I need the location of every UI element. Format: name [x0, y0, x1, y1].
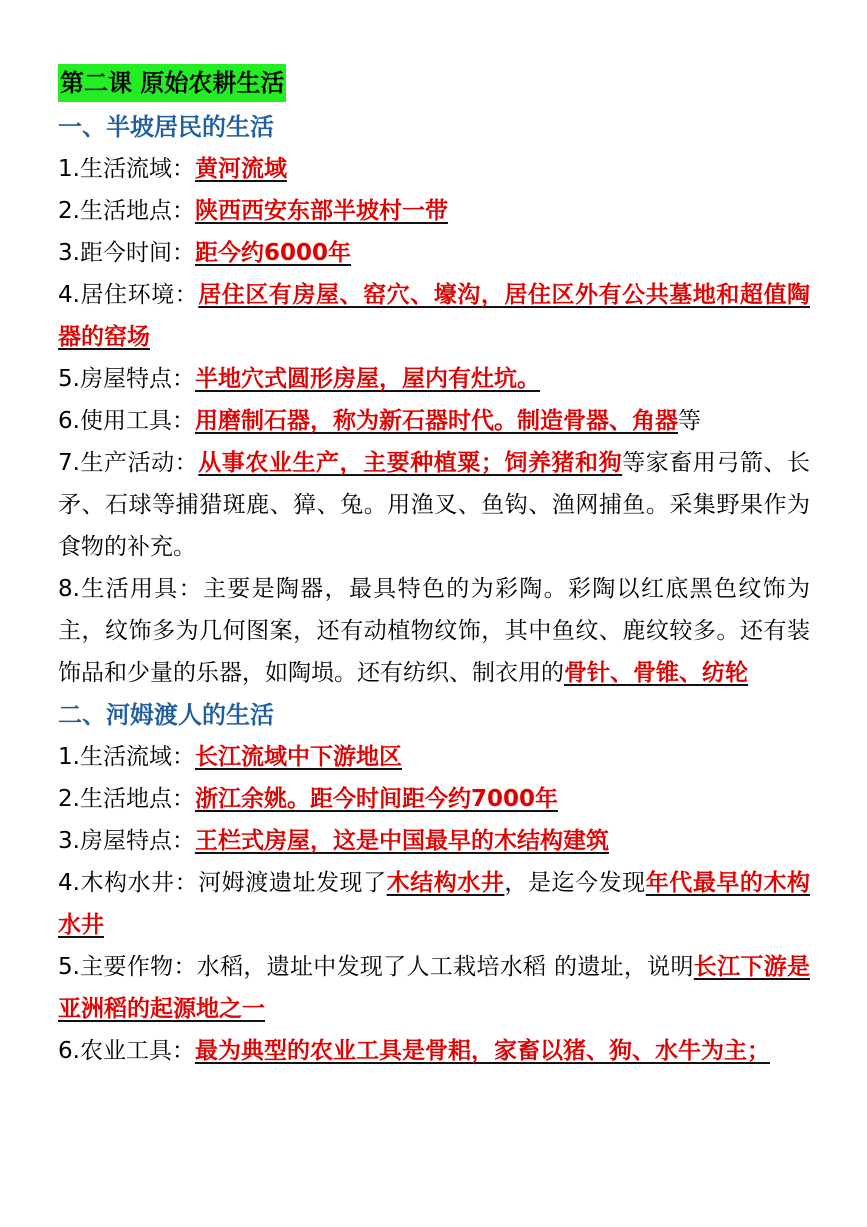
item-answer: 距今约6000年 [194, 240, 351, 266]
item-answer: 长江下游是亚洲稻的起源地之一 [58, 954, 810, 1022]
item-label: 5.主要作物：水稻，遗址中发现了人工栽培水稻 的遗址，说明 [58, 954, 694, 980]
list-item [58, 232, 810, 274]
item-label: 7.生产活动： [58, 450, 199, 476]
item-label: 1.生活流域： [58, 156, 195, 182]
item-label: 2.生活地点： [58, 198, 195, 224]
item-answer: 最为典型的农业工具是骨耜，家畜以猪、狗、水牛为主； [194, 1038, 770, 1064]
list-item [58, 736, 810, 778]
item-answer: 木结构水井 [386, 870, 505, 896]
item-answer: 王栏式房屋，这是中国最早的木结构建筑 [194, 828, 609, 854]
item-answer: 浙江余姚。距今时间距今约7000年 [194, 786, 558, 812]
list-item [58, 862, 810, 946]
item-label: 3.距今时间： [58, 240, 195, 266]
list-item [58, 358, 810, 400]
list-item [58, 778, 810, 820]
item-answer-2: 年代最早的木构水井 [58, 870, 811, 938]
item-tail: 等 [677, 408, 701, 434]
list-item [58, 148, 810, 190]
item-label: 2.生活地点： [58, 786, 195, 812]
list-item [58, 820, 810, 862]
item-label: 8.生活用具：主要是陶器，最具特色的为彩陶。彩陶以红底黑色纹饰为主，纹饰多为几何图案，还有动植物纹饰，其中鱼纹、鹿纹较多。还有装饰品和少量的乐器，如陶埙。还有纺织、制衣用的 [58, 576, 810, 686]
item-tail: 等家畜用弓箭、长矛、石球等捕猎斑鹿、獐、兔。用渔叉、鱼钩、渔网捕鱼。采集野果作为食物的补充。 [58, 450, 811, 560]
item-answer: 从事农业生产，主要种植粟；饲养猪和狗 [198, 450, 623, 476]
item-label: 5.房屋特点： [58, 366, 195, 392]
item-answer: 骨针、骨锥、纺轮 [564, 660, 748, 686]
list-item [58, 946, 810, 1030]
lesson-title: 第二课 原始农耕生活 [58, 64, 286, 102]
item-answer: 黄河流域 [194, 156, 287, 182]
item-answer: 半地穴式圆形房屋，屋内有灶坑。 [194, 366, 540, 392]
item-label: 4.居住环境： [58, 282, 199, 308]
item-answer: 长江流域中下游地区 [194, 744, 402, 770]
section-heading-banpo: 一、半坡居民的生活 [58, 113, 274, 141]
list-item [58, 274, 810, 358]
item-label: 3.房屋特点： [58, 828, 195, 854]
list-item [58, 568, 810, 694]
list-item [58, 400, 810, 442]
item-answer: 陕西西安东部半坡村一带 [194, 198, 448, 224]
item-label: 4.木构水井：河姆渡遗址发现了 [58, 870, 387, 896]
section-heading-hemudu: 二、河姆渡人的生活 [58, 701, 274, 729]
list-item [58, 1030, 810, 1072]
item-answer: 居住区有房屋、窑穴、壕沟，居住区外有公共墓地和超值陶器的窑场 [58, 282, 810, 350]
item-label: 6.使用工具： [58, 408, 195, 434]
item-label: 6.农业工具： [58, 1038, 195, 1064]
item-answer: 用磨制石器，称为新石器时代。制造骨器、角器 [194, 408, 678, 434]
list-item [58, 190, 810, 232]
document-page [58, 64, 810, 1072]
list-item [58, 442, 810, 568]
item-label: 1.生活流域： [58, 744, 195, 770]
item-mid: ，是迄今发现 [504, 870, 646, 896]
